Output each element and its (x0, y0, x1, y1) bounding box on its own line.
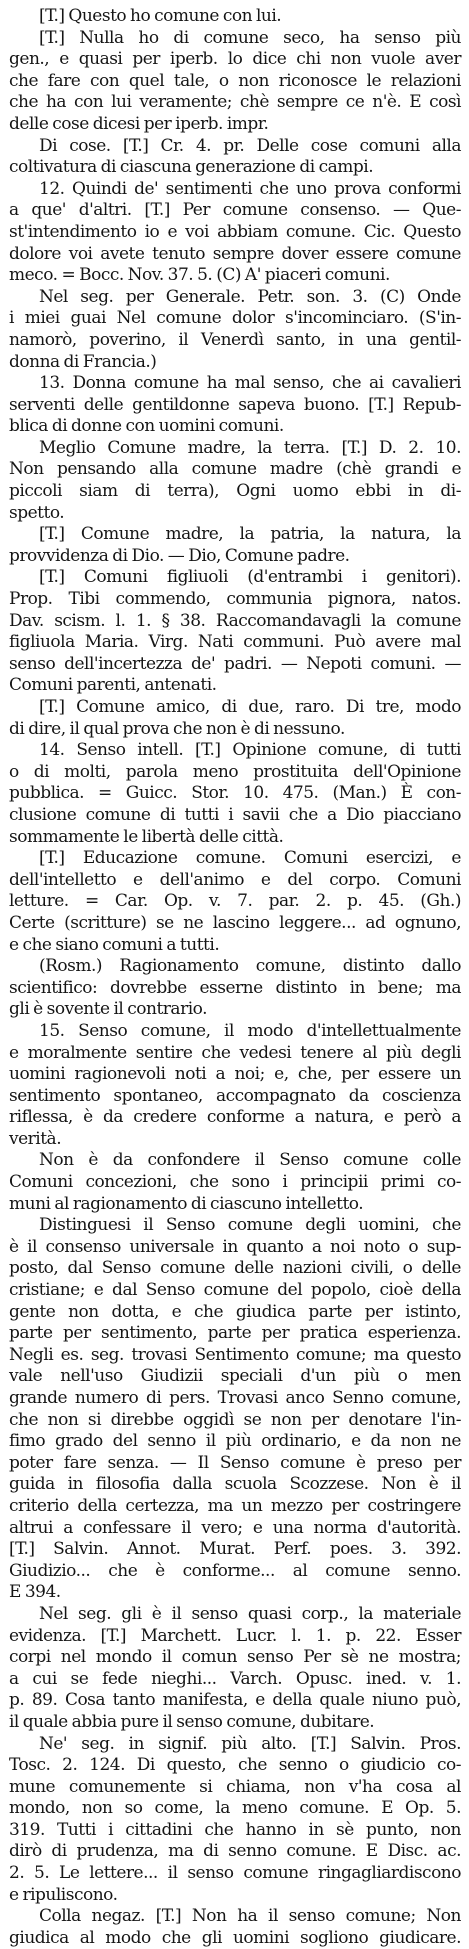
text-line: Non pensando alla comune madre (chè grandi e (9, 459, 461, 480)
text-line: gli è sovente il contrario. (9, 999, 207, 1020)
text-line: E 394. (9, 1582, 61, 1603)
text-line: 15. Senso comune, il modo d'intellettualmente (39, 1020, 461, 1041)
text-line: evidenza. [T.] Marchett. Lucr. l. 1. p. 22. Esser (9, 1625, 461, 1646)
text-line: Meglio Comune madre, la terra. [T.] D. 2. 10. (39, 437, 461, 458)
text-line: che fare con quel tale, o non riconosce le relazioni (9, 70, 461, 91)
text-line: 13. Donna comune ha mal senso, che ai cavalieri (39, 373, 461, 394)
text-line: uomini ragionevoli noti a noi; e, che, per essere un (9, 1064, 461, 1085)
text-line: riflessa, è da credere conforme a natura, e però a (9, 1107, 461, 1128)
text-line: muni al ragionamento di ciascuno intelletto. (9, 1193, 364, 1214)
text-line: mondo, non so come, la meno comune. E Op. 5. (9, 1798, 461, 1819)
text-line: sentimento spontaneo, accompagnato da coscienza (9, 1085, 461, 1106)
text-line: [T.] Comune amico, di due, raro. Di tre, modo (39, 697, 461, 717)
text-line: 319. Tutti i cittadini che hanno in sè punto, non (9, 1819, 461, 1840)
text-line: criterio della certezza, ma un mezzo per costringere (9, 1495, 461, 1516)
text-line: grande numero di pers. Trovasi anco Senno comune, (9, 1388, 461, 1408)
text-line: figliuola Maria. Virg. Nati communi. Può avere mal (9, 632, 461, 653)
text-line: p. 89. Cosa tanto manifesta, e della quale niuno può, (9, 1690, 461, 1711)
text-line: che non si direbbe oggidì se non per denotare l'in- (9, 1409, 461, 1430)
text-line: blica di donne con uomini comuni. (9, 416, 284, 437)
text-line: gen., e quasi per iperb. lo dice chi non vuole aver (9, 49, 461, 70)
text-line: e che siano comuni a tutti. (9, 934, 220, 955)
text-line: [T.] Questo ho comune con lui. (39, 6, 282, 26)
text-line: e ripuliscono. (9, 1884, 118, 1905)
text-line: parte per sentimento, parte per pratica esperienza. (9, 1323, 461, 1344)
text-line: 14. Senso intell. [T.] Opinione comune, di tutti (39, 740, 461, 761)
text-line: (Rosm.) Ragionamento comune, distinto dallo (39, 956, 461, 977)
text-line: [T.] Nulla ho di comune seco, ha senso più (39, 27, 461, 48)
text-line: Di cose. [T.] Cr. 4. pr. Delle cose comuni alla (39, 135, 461, 156)
text-line: guida in filosofia dalla scuola Scozzese. Non è il (9, 1474, 461, 1495)
text-line: Negli es. seg. trovasi Sentimento comune; ma questo (9, 1344, 461, 1365)
text-line: 12. Quindi de' sentimenti che uno prova conformi (39, 178, 461, 199)
text-line: Nel seg. per Generale. Petr. son. 3. (C) Onde (39, 286, 461, 307)
text-line: [T.] Comune madre, la patria, la natura, la (39, 524, 461, 545)
text-line: meco. = Bocc. Nov. 37. 5. (C) A' piaceri comuni. (9, 265, 390, 286)
text-line: Certe (scritture) se ne lascino leggere... ad ognuno, (9, 912, 461, 933)
text-line: poter fare senza. — Il Senso comune è preso per (9, 1452, 461, 1473)
text-line: Tosc. 2. 124. Di questo, che senno o giudicio co- (9, 1755, 461, 1776)
text-line: o di molti, parola meno prostituita dell'Opinione (9, 761, 461, 782)
text-line: Dav. scism. l. 1. § 38. Raccomandavagli la comune (9, 610, 461, 631)
text-line: scientifico: dovrebbe esserne distinto in bene; ma (9, 977, 461, 998)
text-line: dirò di prudenza, ma di senno comune. E Disc. ac. (9, 1841, 461, 1862)
text-line: giudica al modo che gli uomini sogliono giudicare. (9, 1927, 461, 1948)
text-line: dell'intelletto e dell'animo e del corpo. Comuni (9, 869, 461, 890)
text-line: clusione comune di tutti i savii che a Dio piacciano (9, 804, 461, 825)
text-line: il quale abbia pure il senso comune, dubitare. (9, 1711, 375, 1732)
text-line: Colla negaz. [T.] Non ha il senso comune; Non (39, 1906, 461, 1927)
text-line: dolore voi avete tenuto sempre dover essere comune (9, 243, 461, 264)
text-line: fimo grado del senno il più ordinario, e da non ne (9, 1431, 461, 1452)
text-line: senso dell'incertezza de' padri. — Nepoti comuni. — (9, 653, 461, 674)
text-line: verità. (9, 1128, 62, 1149)
text-line: mune comunemente si chiama, non v'ha cosa al (9, 1776, 461, 1797)
text-line: spetto. (9, 502, 65, 523)
text-line: è il consenso universale in quanto a noi noto o sup- (9, 1236, 461, 1257)
text-line: [T.] Salvin. Annot. Murat. Perf. poes. 3. 392. (9, 1539, 461, 1560)
text-line: di dire, il qual prova che non è di nessuno. (9, 718, 345, 739)
text-line: Comuni parenti, antenati. (9, 675, 217, 696)
text-line: cristiane; e dal Senso comune del popolo, cioè della (9, 1280, 461, 1301)
text-line: piccoli siam di terra), Ogni uomo ebbi in di- (9, 481, 461, 502)
text-line: Non è da confondere il Senso comune colle (39, 1150, 461, 1171)
text-line: [T.] Educazione comune. Comuni esercizi, e (39, 848, 461, 869)
text-line: Prop. Tibi commendo, communia pignora, natos. (9, 589, 461, 610)
text-line: letture. = Car. Op. v. 7. par. 2. p. 45. (Gh.) (9, 891, 461, 912)
text-line: corpi nel mondo il comun senso Per sè ne mostra; (9, 1647, 461, 1668)
text-line: Distinguesi il Senso comune degli uomini, che (39, 1215, 461, 1236)
text-line: namorò, poverino, il Venerdì santo, in una gentil- (9, 329, 461, 350)
text-line: i miei guai Nel comune dolor s'incominciaro. (S'in- (9, 308, 461, 329)
text-line: altrui a confessare il vero; e una norma d'autorità. (9, 1517, 461, 1538)
text-line: Comuni concezioni, che sono i principii primi co- (9, 1172, 461, 1193)
text-line: 2. 5. Le lettere... il senso comune ringagliardiscono (9, 1863, 461, 1884)
text-line: posto, dal Senso comune delle nazioni civili, o delle (9, 1258, 461, 1279)
text-line: sommamente le libertà delle città. (9, 826, 284, 847)
text-line: a que' d'altri. [T.] Per comune consenso. — Que- (9, 200, 461, 221)
text-line: st'intendimento io e voi abbiam comune. Cic. Questo (9, 221, 461, 242)
text-line: Giudizio... che è conforme... al comune senno. (9, 1560, 461, 1581)
text-line: serventi delle gentildonne sapeva buono. [T.] Repub- (9, 394, 461, 415)
text-line: vale nell'uso Giudizii speciali d'un più o men (9, 1366, 461, 1387)
text-line: pubblica. = Guicc. Stor. 10. 475. (Man.) È con- (9, 783, 461, 804)
text-line: Ne' seg. in signif. più alto. [T.] Salvin. Pros. (39, 1733, 461, 1754)
text-line: coltivatura di ciascuna generazione di campi. (9, 157, 374, 178)
text-line: gente non dotta, e che giudica parte per istinto, (9, 1301, 461, 1322)
text-line: che ha con lui veramente; chè sempre ce n'è. E così (9, 92, 461, 113)
text-line: Nel seg. gli è il senso quasi corp., la materiale (39, 1603, 461, 1624)
text-line: provvidenza di Dio. — Dio, Comune padre. (9, 545, 350, 566)
text-line: donna di Francia.) (9, 351, 157, 372)
text-line: a cui se fede nieghi... Varch. Opusc. ined. v. 1. (9, 1668, 461, 1689)
text-line: e moralmente sentire che vedesi tenere al più degli (9, 1042, 461, 1063)
text-line: [T.] Comuni figliuoli (d'entrambi i genitori). (39, 567, 461, 588)
text-line: delle cose dicesi per iperb. impr. (9, 113, 269, 134)
